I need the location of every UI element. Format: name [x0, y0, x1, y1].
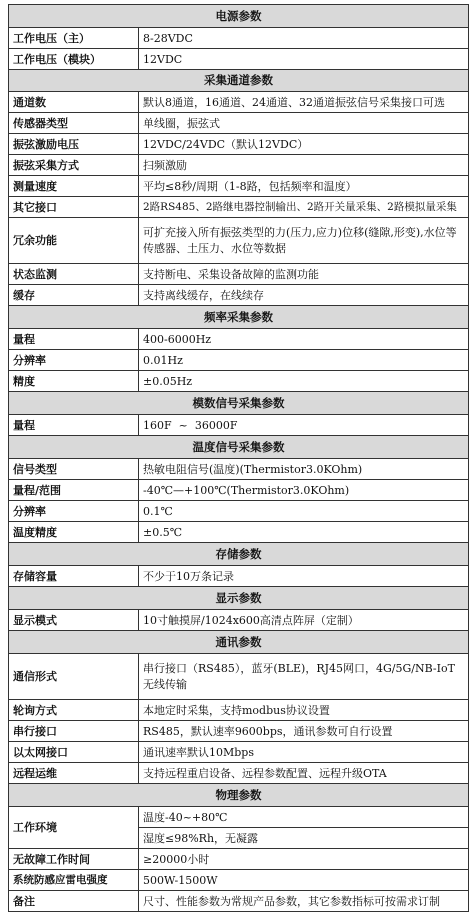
row-value: 160F ~ 36000F	[139, 415, 469, 436]
row-value: 12VDC	[139, 49, 469, 70]
row-value: 400-6000Hz	[139, 329, 469, 350]
table-row	[9, 92, 469, 113]
section-title-power: 电源参数	[9, 5, 469, 28]
row-value: 温度-40~+80℃	[139, 807, 469, 828]
row-label: 信号类型	[9, 459, 139, 480]
row-label: 分辨率	[9, 501, 139, 522]
section-header-row	[9, 392, 469, 415]
row-label: 缓存	[9, 285, 139, 306]
row-value: 支持断电、采集设备故障的监测功能	[139, 264, 469, 285]
table-row	[9, 522, 469, 543]
row-label: 远程运维	[9, 763, 139, 784]
section-header-row	[9, 306, 469, 329]
row-value: 可扩充接入所有振弦类型的力(压力,应力)位移(缝隙,形变),水位等传感器、土压力、水位等数据	[139, 218, 469, 264]
section-title-display: 显示参数	[9, 587, 469, 610]
row-label: 分辨率	[9, 350, 139, 371]
table-row	[9, 891, 469, 912]
row-value: 本地定时采集，支持modbus协议设置	[139, 700, 469, 721]
section-header-row	[9, 587, 469, 610]
table-row	[9, 763, 469, 784]
row-label: 量程/范围	[9, 480, 139, 501]
row-label: 以太网接口	[9, 742, 139, 763]
row-value: -40℃—+100℃(Thermistor3.0KOhm)	[139, 480, 469, 501]
table-row	[9, 700, 469, 721]
section-title-storage: 存储参数	[9, 543, 469, 566]
table-row	[9, 350, 469, 371]
section-title-temperature: 温度信号采集参数	[9, 436, 469, 459]
row-label: 工作环境	[9, 807, 139, 849]
table-row	[9, 459, 469, 480]
table-row	[9, 285, 469, 306]
row-value-secondary: 湿度≤98%Rh，无凝露	[139, 828, 469, 849]
row-value: 8-28VDC	[139, 28, 469, 49]
table-row	[9, 329, 469, 350]
table-row	[9, 113, 469, 134]
row-label: 量程	[9, 329, 139, 350]
table-row	[9, 415, 469, 436]
spec-table	[8, 4, 469, 912]
row-value: 500W-1500W	[139, 870, 469, 891]
row-value: 0.1℃	[139, 501, 469, 522]
row-value: 单线圈，振弦式	[139, 113, 469, 134]
row-label: 工作电压（主）	[9, 28, 139, 49]
section-title-modulus: 模数信号采集参数	[9, 392, 469, 415]
table-row	[9, 134, 469, 155]
row-label: 轮询方式	[9, 700, 139, 721]
table-row	[9, 501, 469, 522]
row-value: RS485，默认速率9600bps，通讯参数可自行设置	[139, 721, 469, 742]
row-label: 显示模式	[9, 610, 139, 631]
table-row	[9, 849, 469, 870]
row-value: 0.01Hz	[139, 350, 469, 371]
row-value: 默认8通道，16通道、24通道、32通道振弦信号采集接口可选	[139, 92, 469, 113]
row-label: 温度精度	[9, 522, 139, 543]
section-title-communication: 通讯参数	[9, 631, 469, 654]
table-row	[9, 870, 469, 891]
table-row	[9, 28, 469, 49]
row-value: 尺寸、性能参数为常规产品参数，其它参数指标可按需求订制	[139, 891, 469, 912]
table-row	[9, 654, 469, 700]
row-value: 扫频激励	[139, 155, 469, 176]
section-title-physical: 物理参数	[9, 784, 469, 807]
row-value: ±0.05Hz	[139, 371, 469, 392]
row-value: 通讯速率默认10Mbps	[139, 742, 469, 763]
row-value: 支持离线缓存，在线续存	[139, 285, 469, 306]
row-value: 平均≤8秒/周期（1-8路，包括频率和温度）	[139, 176, 469, 197]
table-row	[9, 176, 469, 197]
row-label: 工作电压（模块）	[9, 49, 139, 70]
table-row	[9, 218, 469, 264]
row-label: 振弦采集方式	[9, 155, 139, 176]
row-label: 无故障工作时间	[9, 849, 139, 870]
section-header-row	[9, 543, 469, 566]
row-label: 量程	[9, 415, 139, 436]
row-label: 系统防感应雷电强度	[9, 870, 139, 891]
row-label: 冗余功能	[9, 218, 139, 264]
table-row	[9, 807, 469, 828]
row-value: 10寸触摸屏/1024x600高清点阵屏（定制）	[139, 610, 469, 631]
table-row	[9, 566, 469, 587]
spec-table-container	[8, 4, 468, 912]
table-row	[9, 480, 469, 501]
row-label: 串行接口	[9, 721, 139, 742]
section-header-row	[9, 436, 469, 459]
table-row	[9, 197, 469, 218]
row-label: 存储容量	[9, 566, 139, 587]
table-row	[9, 742, 469, 763]
table-row	[9, 155, 469, 176]
row-label: 备注	[9, 891, 139, 912]
table-row	[9, 721, 469, 742]
table-row	[9, 264, 469, 285]
row-label: 状态监测	[9, 264, 139, 285]
section-header-row	[9, 70, 469, 92]
section-title-channel: 采集通道参数	[9, 70, 469, 92]
section-header-row	[9, 5, 469, 28]
section-header-row	[9, 784, 469, 807]
row-value: 热敏电阻信号(温度)(Thermistor3.0KOhm)	[139, 459, 469, 480]
section-title-frequency: 频率采集参数	[9, 306, 469, 329]
row-label: 传感器类型	[9, 113, 139, 134]
row-value: 串行接口（RS485），蓝牙(BLE)，RJ45网口，4G/5G/NB-IoT无线传输	[139, 654, 469, 700]
row-label: 通道数	[9, 92, 139, 113]
row-label: 其它接口	[9, 197, 139, 218]
row-label: 振弦激励电压	[9, 134, 139, 155]
row-label: 通信形式	[9, 654, 139, 700]
row-value: ≥20000小时	[139, 849, 469, 870]
row-label: 测量速度	[9, 176, 139, 197]
row-value: 2路RS485、2路继电器控制输出、2路开关量采集、2路模拟量采集	[139, 197, 469, 218]
row-value: 支持远程重启设备、远程参数配置、远程升级OTA	[139, 763, 469, 784]
row-value: ±0.5℃	[139, 522, 469, 543]
table-row	[9, 610, 469, 631]
row-value: 12VDC/24VDC（默认12VDC）	[139, 134, 469, 155]
table-row	[9, 371, 469, 392]
table-row	[9, 49, 469, 70]
section-header-row	[9, 631, 469, 654]
row-value: 不少于10万条记录	[139, 566, 469, 587]
row-label: 精度	[9, 371, 139, 392]
